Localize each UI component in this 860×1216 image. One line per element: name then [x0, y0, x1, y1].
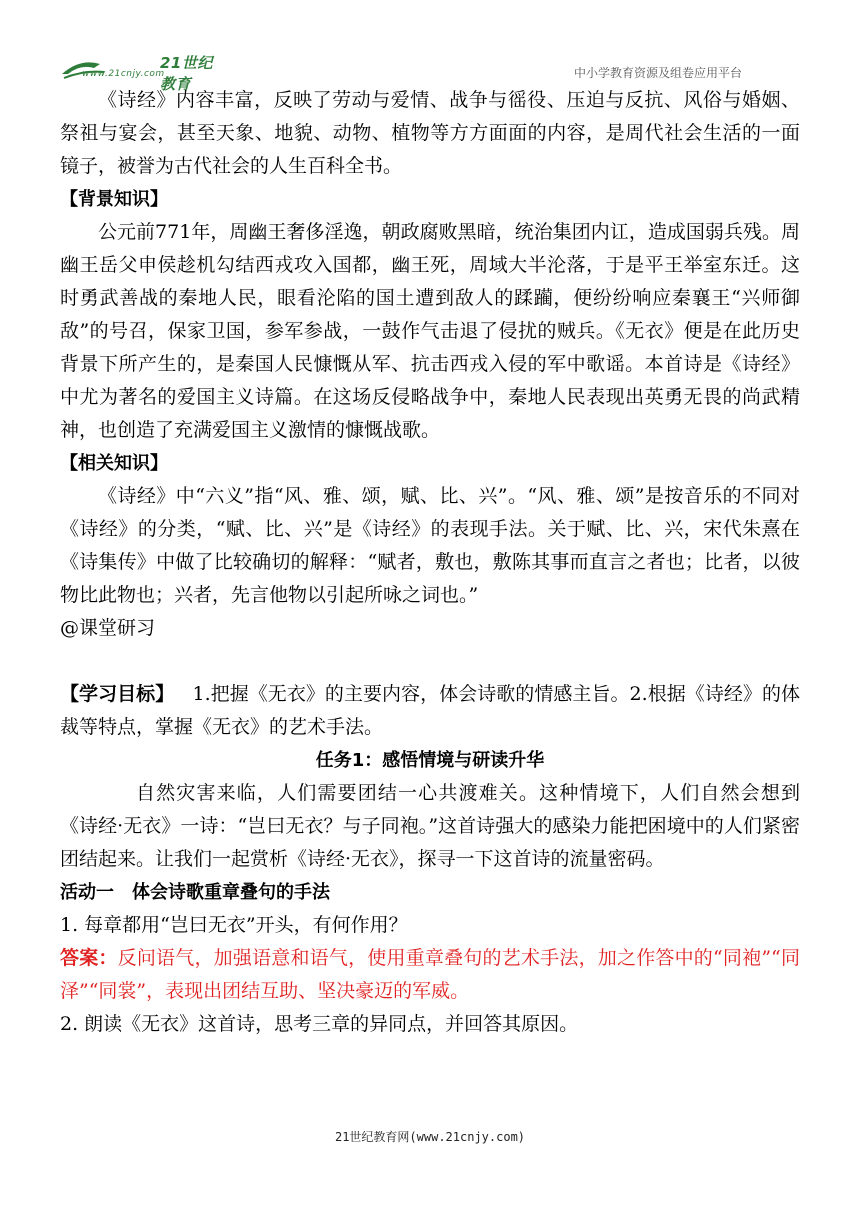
document-body: [60, 84, 800, 1041]
task-title: 任务1：感悟情境与研读升华: [315, 750, 545, 771]
goals-heading: 【学习目标】: [60, 683, 175, 705]
logo-url: www.21cnjy.com: [82, 69, 165, 79]
goals-text: 1.把握《无衣》的主要内容，体会诗歌的情感主旨。2.根据《诗经》的体裁等特点，掌握《无衣》的艺术手法。: [60, 683, 800, 738]
question-1: 1. 每章都用“岂曰无衣”开头，有何作用？: [60, 914, 408, 936]
answer-paragraph: [60, 942, 800, 1008]
goals-paragraph: [60, 678, 800, 744]
answer-text: 反问语气，加强语意和语气，使用重章叠句的艺术手法，加之作答中的“同袍”“同泽”“同裳”，表现出团结互助、坚决豪迈的军威。: [60, 947, 800, 1002]
answer-label: 答案：: [60, 947, 118, 969]
related-paragraph: 《诗经》中“六义”指“风、雅、颂，赋、比、兴”。“风、雅、颂”是按音乐的不同对《诗经》的分类，“赋、比、兴”是《诗经》的表现手法。关于赋、比、兴，宋代朱熹在《诗集传》中做了比较确切的解释：“赋者，敷也，敷陈其事而直言之者也；比者，以彼物比此物也；兴者，先言他物以引起所咏之词也。”: [60, 485, 800, 606]
related-heading: 【相关知识】: [60, 453, 168, 474]
logo: [60, 52, 220, 93]
activity-heading: 活动一 体会诗歌重章叠句的手法: [60, 882, 330, 903]
background-heading: 【背景知识】: [60, 189, 168, 210]
logo-text: 21世纪教育: [160, 54, 213, 93]
page-header: [60, 52, 800, 93]
page-footer: 21世纪教育网(www.21cnjy.com): [334, 1130, 526, 1144]
intro-paragraph: 《诗经》内容丰富，反映了劳动与爱情、战争与徭役、压迫与反抗、风俗与婚姻、祭祖与宴会，甚至天象、地貌、动物、植物等方方面面的内容，是周代社会生活的一面镜子，被誉为古代社会的人生百科全书。: [60, 89, 800, 177]
question-2: 2. 朗读《无衣》这首诗，思考三章的异同点，并回答其原因。: [60, 1013, 579, 1035]
task-paragraph: 自然灾害来临，人们需要团结一心共渡难关。这种情境下，人们自然会想到《诗经·无衣》一诗：“岂曰无衣？与子同袍。”这首诗强大的感染力能把困境中的人们紧密团结起来。让我们一起赏析《诗经·无衣》，探寻一下这首诗的流量密码。: [60, 782, 800, 870]
background-paragraph: 公元前771年，周幽王奢侈淫逸，朝政腐败黑暗，统治集团内讧，造成国弱兵残。周幽王岳父申侯趁机勾结西戎攻入国都，幽王死，周域大半沦落，于是平王举室东迁。这时勇武善战的秦地人民，眼看沦陷的国土遭到敌人的蹂躏，便纷纷响应秦襄王“兴师御敌”的号召，保家卫国，参军参战，一鼓作气击退了侵扰的贼兵。《无衣》便是在此历史背景下所产生的，是秦国人民慷慨从军、抗击西戎入侵的军中歌谣。本首诗是《诗经》中尤为著名的爱国主义诗篇。在这场反侵略战争中，秦地人民表现出英勇无畏的尚武精神，也创造了充满爱国主义激情的慷慨战歌。: [60, 221, 800, 441]
platform-label: 中小学教育资源及组卷应用平台: [573, 66, 742, 80]
section-label: @课堂研习: [60, 617, 156, 639]
spacer: [60, 645, 800, 678]
